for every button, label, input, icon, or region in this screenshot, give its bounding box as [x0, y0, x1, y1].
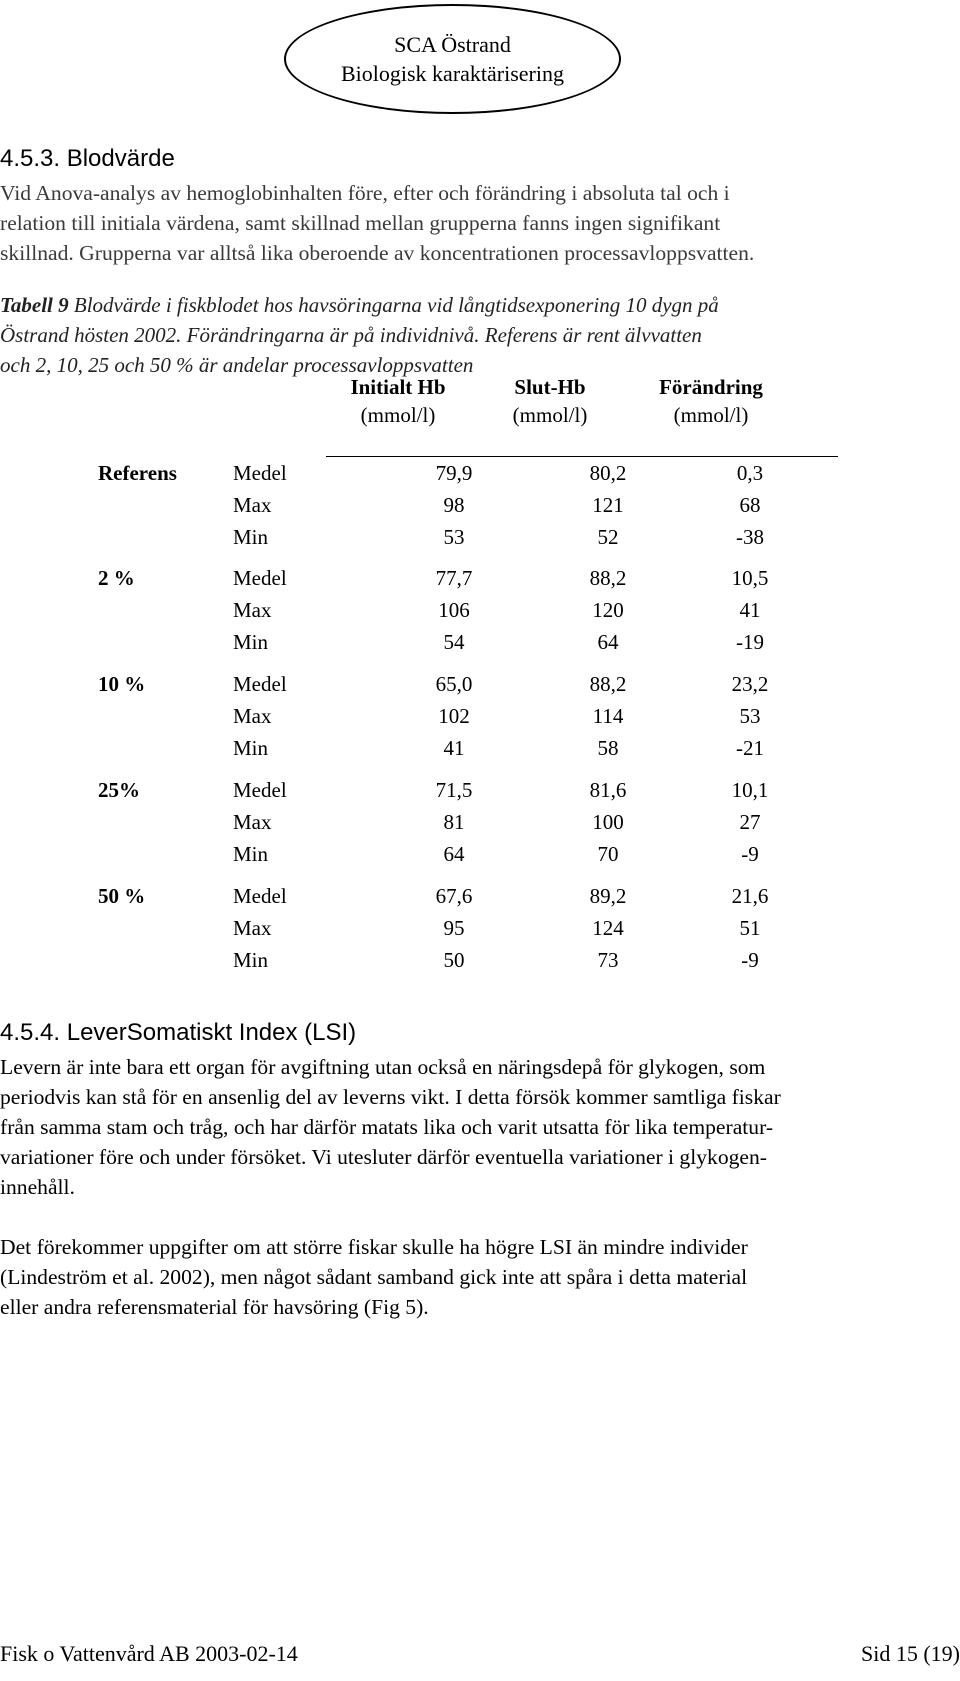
table-cell: 98 — [443, 493, 465, 517]
paragraph-line: innehåll. — [0, 1175, 75, 1199]
table-cell: 23,2 — [731, 672, 769, 696]
table-cell: 89,2 — [589, 884, 627, 908]
row-label: Min — [233, 525, 269, 549]
table-cell: 95 — [443, 916, 465, 940]
caption-text: Blodvärde i fiskblodet hos havsöringarna vid långtidsexponering 10 dygn på — [68, 293, 719, 317]
caption-line — [0, 290, 880, 320]
paragraph-line: från samma stam och tråg, och har därför matats lika och varit utsatta för lika temperatur- — [0, 1115, 774, 1139]
row-label: Max — [233, 916, 272, 940]
table-cell: 41 — [443, 736, 465, 760]
paragraph-line: Levern är inte bara ett organ för avgiftning utan också en näringsdepå för glykogen, som — [0, 1055, 766, 1079]
caption-line: och 2, 10, 25 och 50 % är andelar processavloppsvatten — [0, 353, 474, 377]
row-label: Max — [233, 493, 272, 517]
table-cell: 121 — [592, 493, 624, 517]
paragraph-line: variationer före och under försöket. Vi utesluter därför eventuella variationer i glykogen- — [0, 1145, 767, 1169]
table-cell: 58 — [597, 736, 619, 760]
table-cell: 81,6 — [589, 778, 627, 802]
column-header-forandring — [631, 373, 791, 429]
row-label: Medel — [233, 461, 287, 485]
table-cell: 79,9 — [435, 461, 473, 485]
paragraph-line: Det förekommer uppgifter om att större fiskar skulle ha högre LSI än mindre individer — [0, 1235, 748, 1259]
table-cell: 52 — [597, 525, 619, 549]
paragraph-line: eller andra referensmaterial för havsöring (Fig 5). — [0, 1295, 429, 1319]
table-cell: -9 — [741, 948, 759, 972]
section-heading-blodvarde: 4.5.3. Blodvärde — [0, 145, 175, 172]
paragraph-line: periodvis kan stå för en ansenlig del av leverns vikt. I detta försök kommer samtliga fiskar — [0, 1085, 781, 1109]
table-cell: 81 — [443, 810, 465, 834]
table-cell: 88,2 — [589, 672, 627, 696]
row-label: Max — [233, 810, 272, 834]
table-cell: 50 — [443, 948, 465, 972]
group-label-50-percent: 50 % — [98, 884, 146, 908]
table-cell: 77,7 — [435, 566, 473, 590]
table-caption — [0, 290, 880, 380]
table-cell: 0,3 — [736, 461, 764, 485]
group-label-25-percent: 25% — [98, 778, 140, 802]
section-heading-lsi: 4.5.4. LeverSomatiskt Index (LSI) — [0, 1019, 357, 1046]
row-label: Min — [233, 842, 269, 866]
section-lsi-paragraph-2 — [0, 1232, 890, 1322]
table-cell: 41 — [739, 598, 761, 622]
table-cell: -38 — [736, 525, 764, 549]
row-label: Max — [233, 704, 272, 728]
table-cell: 64 — [443, 842, 465, 866]
footer-page-number: Sid 15 (19) — [861, 1641, 960, 1666]
header-subtitle: Biologisk karaktärisering — [340, 61, 564, 86]
table-cell: 102 — [438, 704, 470, 728]
column-header-slut-hb — [470, 373, 630, 429]
table-cell: 80,2 — [589, 461, 627, 485]
table-cell: 88,2 — [589, 566, 627, 590]
paragraph-line: (Lindeström et al. 2002), men något sådant samband gick inte att spåra i detta material — [0, 1265, 748, 1289]
table-cell: 10,5 — [731, 566, 769, 590]
column-header-initialt-hb — [318, 373, 478, 429]
table-cell: 27 — [739, 810, 761, 834]
row-label: Min — [233, 630, 269, 654]
group-label-2-percent: 2 % — [98, 566, 135, 590]
header-stamp — [284, 4, 621, 114]
row-label: Min — [233, 736, 269, 760]
row-label: Min — [233, 948, 269, 972]
paragraph-line: skillnad. Grupperna var alltså lika oberoende av koncentrationen processavloppsvatten. — [0, 241, 755, 265]
table-cell: 106 — [438, 598, 470, 622]
row-label: Medel — [233, 884, 287, 908]
table-cell: 53 — [443, 525, 465, 549]
table-cell: 71,5 — [435, 778, 473, 802]
table-cell: -19 — [736, 630, 764, 654]
column-title: Initialt Hb — [350, 375, 446, 399]
table-cell: 70 — [597, 842, 619, 866]
table-cell: 65,0 — [435, 672, 473, 696]
table-cell: 114 — [592, 704, 624, 728]
table-cell: 54 — [443, 630, 465, 654]
table-cell: 100 — [592, 810, 624, 834]
header-rule — [326, 456, 838, 457]
table-cell: 73 — [597, 948, 619, 972]
row-label: Medel — [233, 672, 287, 696]
column-title: Slut-Hb — [514, 375, 586, 399]
table-cell: 64 — [597, 630, 619, 654]
footer-company-date: Fisk o Vattenvård AB 2003-02-14 — [0, 1641, 298, 1666]
paragraph-line: relation till initiala värdena, samt skillnad mellan grupperna fanns ingen signifikant — [0, 211, 721, 235]
header-company: SCA Östrand — [394, 32, 511, 57]
table-cell: 120 — [592, 598, 624, 622]
table-cell: -9 — [741, 842, 759, 866]
table-cell: -21 — [736, 736, 764, 760]
column-unit: (mmol/l) — [673, 403, 749, 427]
group-label-10-percent: 10 % — [98, 672, 146, 696]
table-cell: 21,6 — [731, 884, 769, 908]
group-label-referens: Referens — [98, 461, 177, 485]
column-title: Förändring — [659, 375, 763, 399]
section-lsi-paragraph-1 — [0, 1052, 890, 1202]
table-cell: 68 — [739, 493, 761, 517]
row-label: Max — [233, 598, 272, 622]
caption-line: Östrand hösten 2002. Förändringarna är på individnivå. Referens är rent älvvatten — [0, 323, 702, 347]
table-cell: 53 — [739, 704, 761, 728]
table-cell: 10,1 — [731, 778, 769, 802]
column-unit: (mmol/l) — [512, 403, 588, 427]
table-cell: 51 — [739, 916, 761, 940]
paragraph-line: Vid Anova-analys av hemoglobinhalten före, efter och förändring i absoluta tal och i — [0, 181, 730, 205]
section-blodvarde-paragraph — [0, 178, 890, 268]
column-unit: (mmol/l) — [360, 403, 436, 427]
row-label: Medel — [233, 778, 287, 802]
caption-label: Tabell 9 — [0, 293, 69, 317]
table-cell: 67,6 — [435, 884, 473, 908]
table-cell: 124 — [592, 916, 624, 940]
row-label: Medel — [233, 566, 287, 590]
